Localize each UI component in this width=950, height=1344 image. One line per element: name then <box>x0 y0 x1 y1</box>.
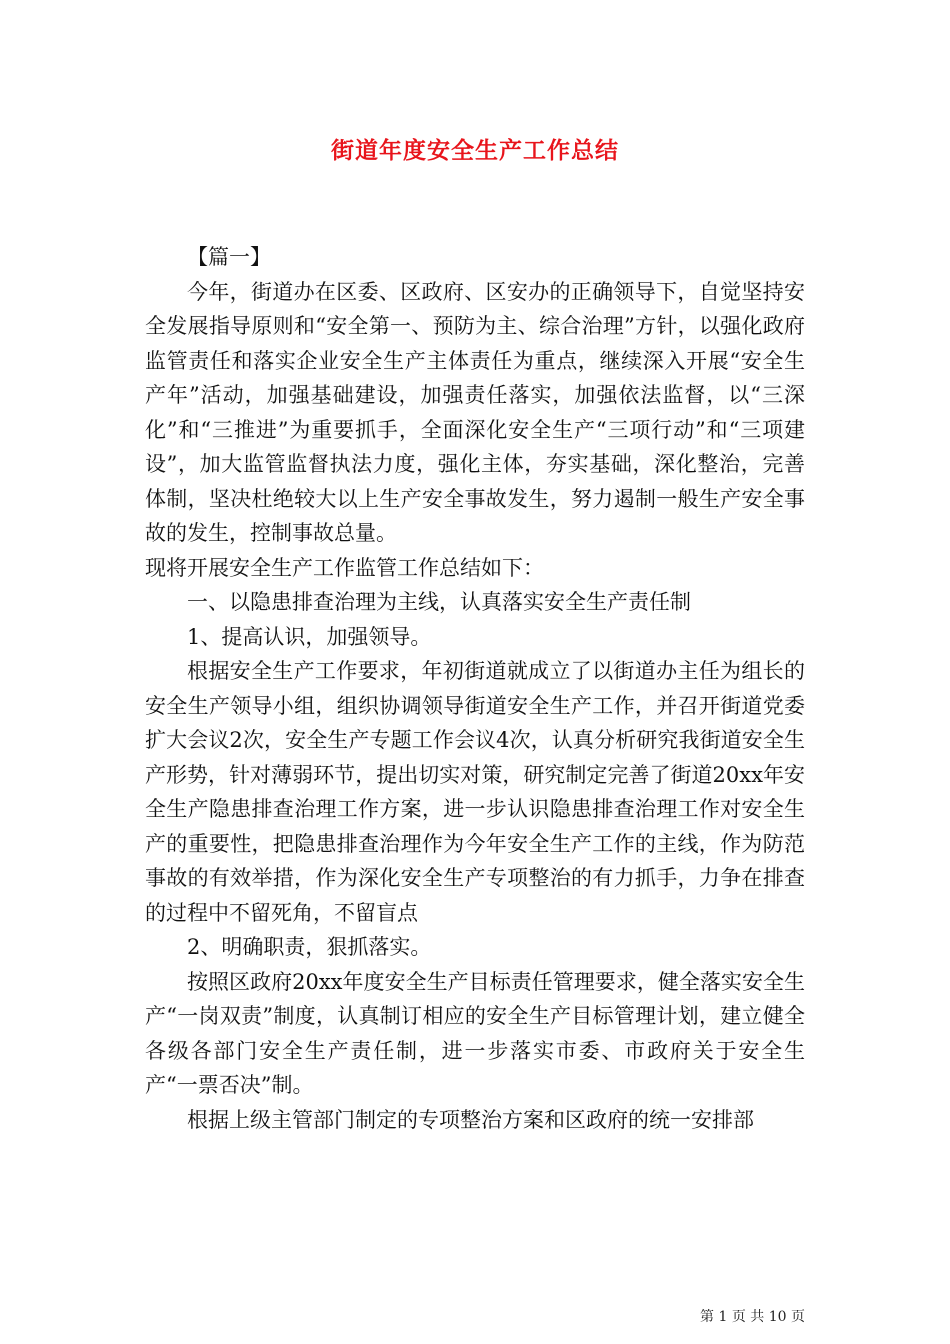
subheading-2: 2、明确职责，狠抓落实。 <box>187 935 432 959</box>
paragraph-summary-lead: 现将开展安全生产工作监管工作总结如下： <box>145 555 544 580</box>
document-body <box>145 240 805 1137</box>
heading-section-1: 一、以隐患排查治理为主线，认真落实安全生产责任制 <box>187 590 691 614</box>
page-number-footer: 第 1 页 共 10 页 <box>700 1309 805 1325</box>
section-label: 【篇一】 <box>187 245 271 269</box>
document-title: 街道年度安全生产工作总结 <box>331 137 619 164</box>
paragraph-intro: 今年，街道办在区委、区政府、区安办的正确领导下，自觉坚持安全发展指导原则和“安全第一、预防为主、综合治理”方针，以强化政府监管责任和落实企业安全生产主体责任为重点，继续深入开展“安全生产年”活动，加强基础建设，加强责任落实，加强依法监督，以“三深化”和“三推进”为重要抓手，全面深化安全生产“三项行动”和“三项建设”，加大监管监督执法力度，强化主体，夯实基础，深化整治，完善体制，坚决杜绝较大以上生产安全事故发生，努力遏制一般生产安全事故的发生，控制事故总量。 <box>145 279 805 545</box>
paragraph-responsibility: 按照区政府20xx年度安全生产目标责任管理要求，健全落实安全生产“一岗双责”制度，认真制订相应的安全生产目标管理计划，建立健全各级各部门安全生产责任制，进一步落实市委、市政府关于安全生产“一票否决”制。 <box>145 969 805 1097</box>
paragraph-rectification: 根据上级主管部门制定的专项整治方案和区政府的统一安排部 <box>187 1107 754 1132</box>
paragraph-leadership: 根据安全生产工作要求，年初街道就成立了以街道办主任为组长的安全生产领导小组，组织协调领导街道安全生产工作，并召开街道党委扩大会议2次，安全生产专题工作会议4次，认真分析研究我街道安全生产形势，针对薄弱环节，提出切实对策，研究制定完善了街道20xx年安全生产隐患排查治理工作方案，进一步认识隐患排查治理工作对安全生产的重要性，把隐患排查治理作为今年安全生产工作的主线，作为防范事故的有效举措，作为深化安全生产专项整治的有力抓手，力争在排查的过程中不留死角，不留盲点 <box>145 659 805 925</box>
subheading-1: 1、提高认识，加强领导。 <box>187 624 432 649</box>
